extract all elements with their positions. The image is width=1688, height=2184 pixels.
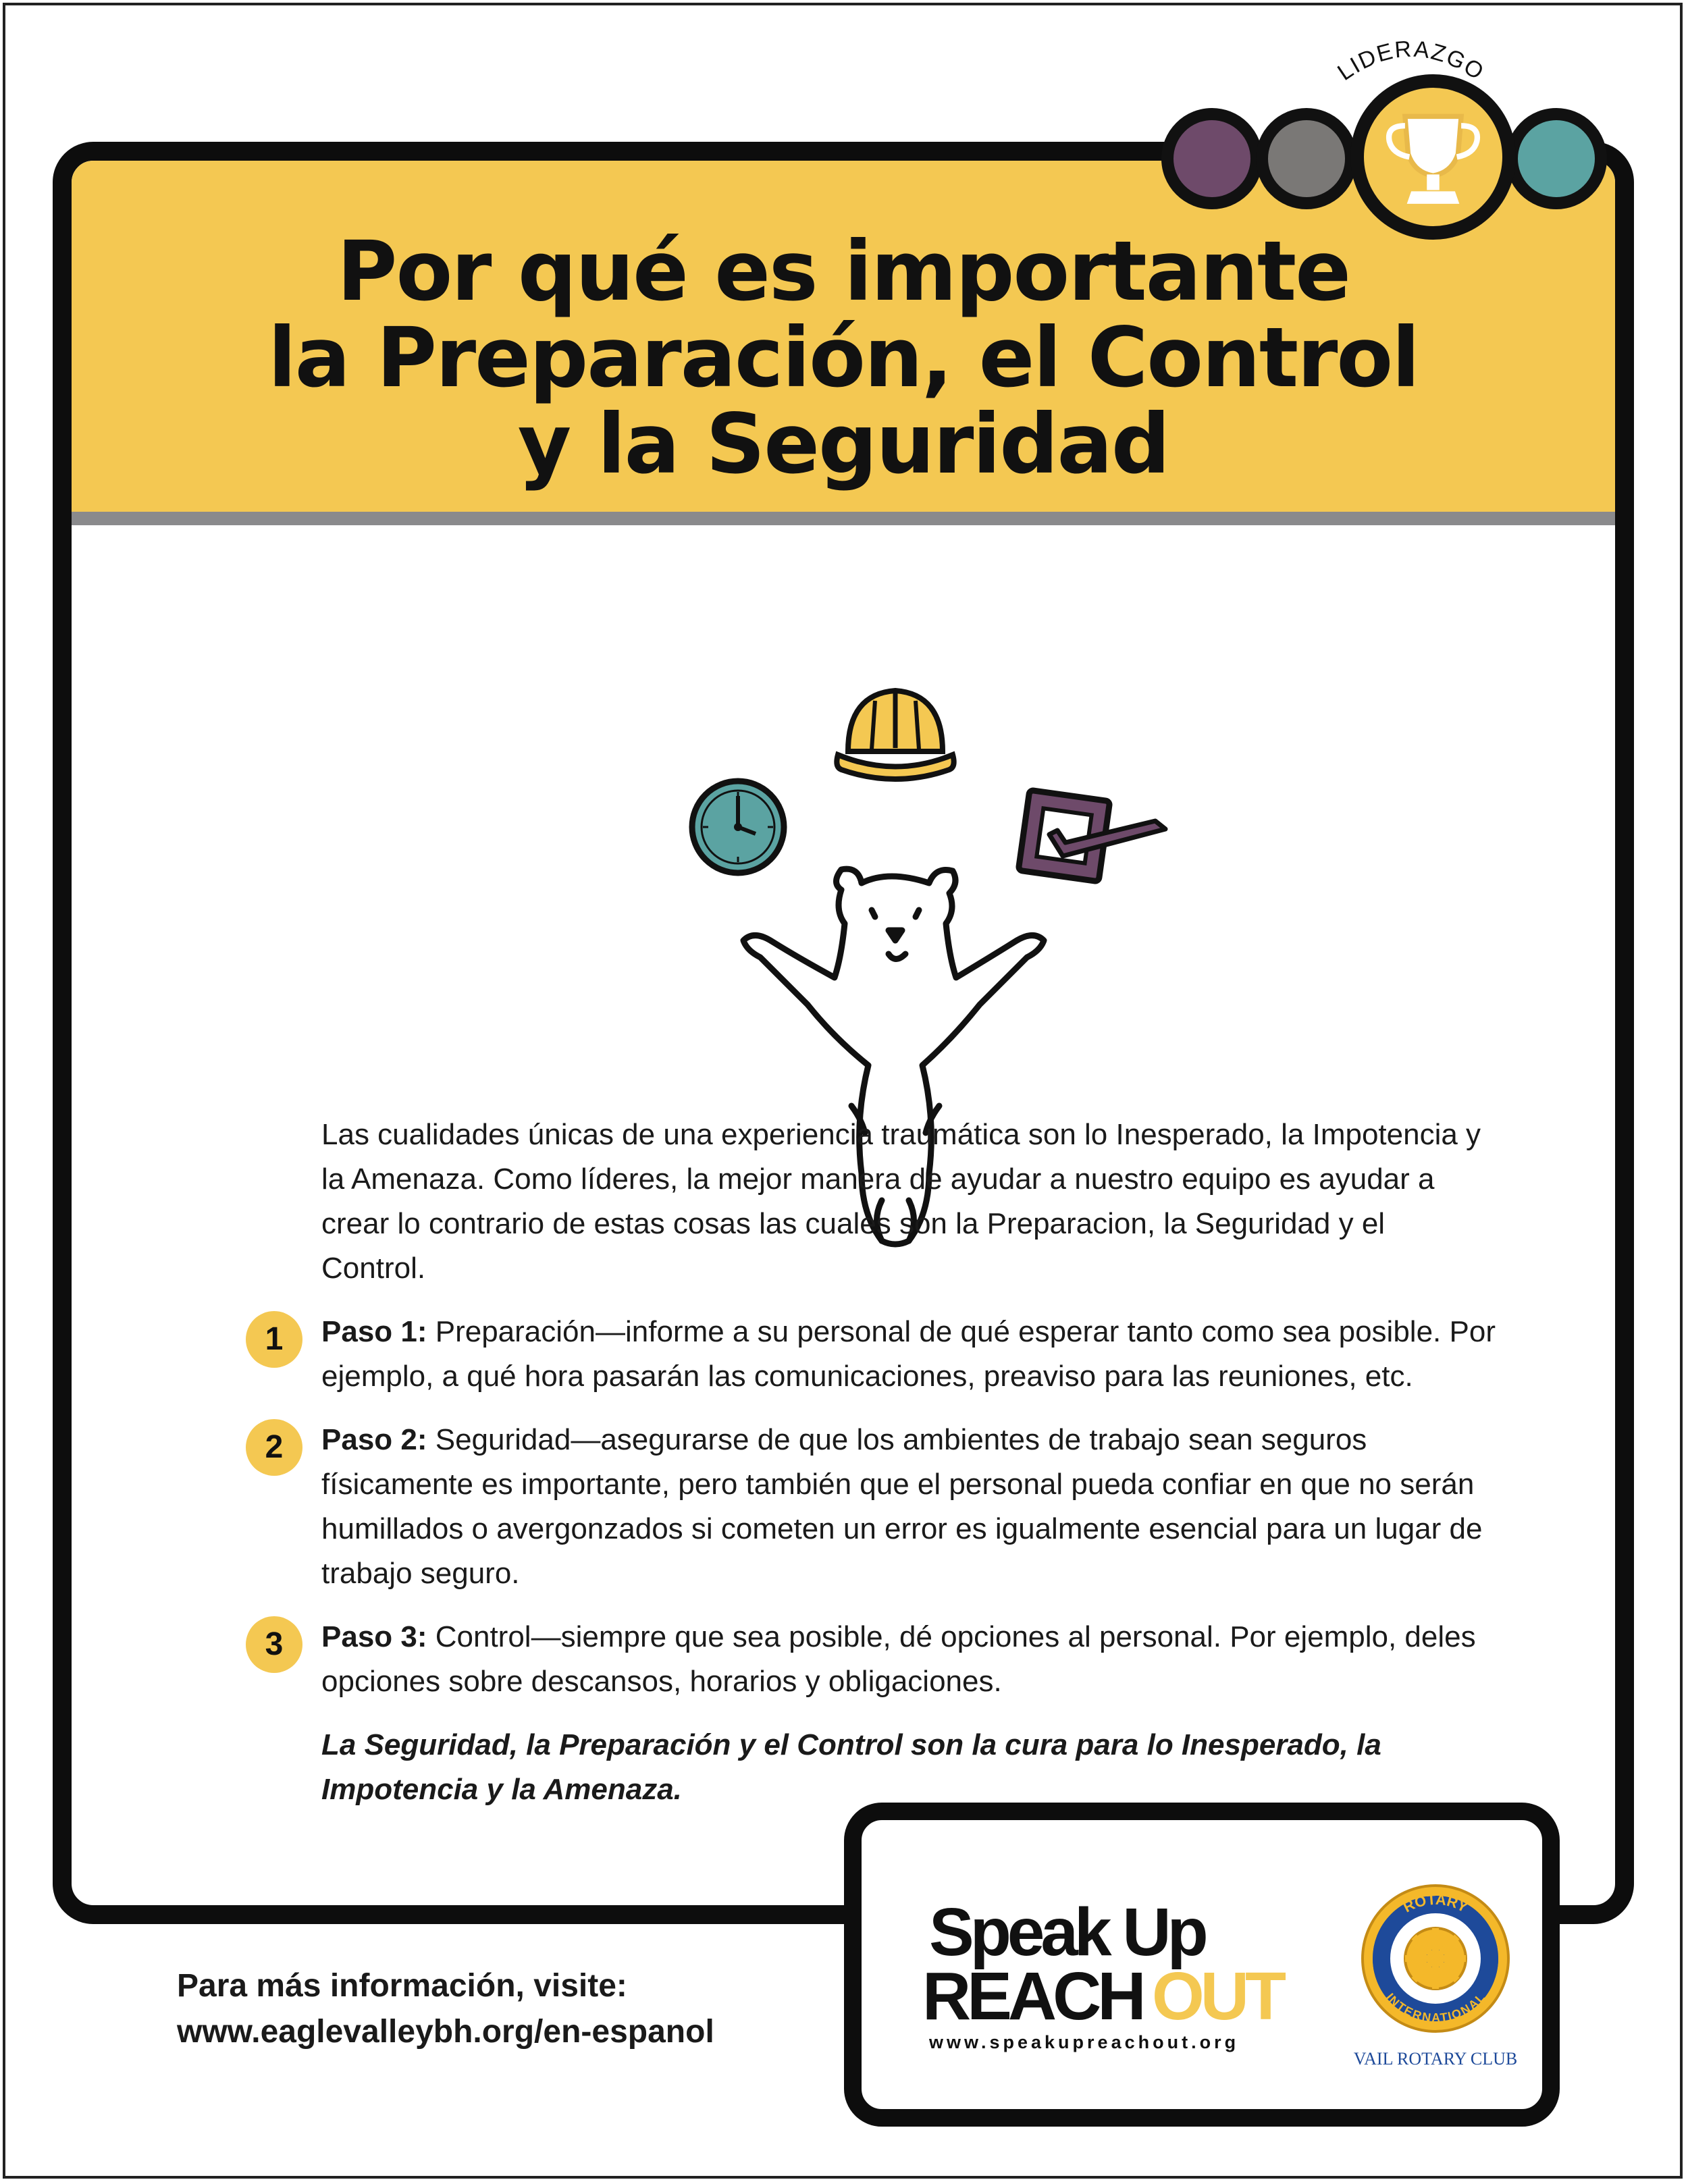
purple-circle [1161,108,1263,209]
step-1-label: Paso 1: [321,1315,427,1348]
main-frame [53,142,1634,1924]
rotary-bottom-text: INTERNATIONAL [1383,1990,1487,2025]
step-3 [265,1615,1496,1704]
step-2-text: Seguridad—asegurarse de que los ambientes de trabajo sean seguros físicamente es importante, pero también que el personal pueda confiar en que no serán humillados o avergonzados si cometen un error es igualmente esencial para un lugar de trabajo seguro. [321,1423,1483,1590]
title-line-1: Por qué es importante [337,223,1350,319]
step-1-number: 1 [246,1311,302,1368]
step-3-text: Control—siempre que sea posible, dé opciones al personal. Por ejemplo, deles opciones sobre descansos, horarios y obligaciones. [321,1620,1476,1698]
footer [177,1963,714,2055]
step-1 [265,1310,1496,1399]
hard-hat-icon [837,691,953,779]
title-line-2: la Preparación, el Control [267,310,1419,406]
speakup-line1: Speak Up [929,1894,1205,1970]
checkbox-icon [1018,790,1165,882]
speakup-reach: REACH [922,1959,1142,2034]
speakup-url: www.speakupreachout.org [929,2032,1240,2052]
body-content [265,1113,1496,1812]
footer-line-1: Para más información, visite: [177,1968,627,2004]
step-2-label: Paso 2: [321,1423,427,1456]
rotary-top-text: ROTARY [1400,1890,1471,1916]
step-3-number: 3 [246,1616,302,1673]
gray-circle [1256,108,1357,209]
teal-circle [1506,108,1607,209]
liderazgo-label [1296,27,1526,115]
title-line-3: y la Seguridad [517,396,1169,492]
step-3-label: Paso 3: [321,1620,427,1653]
page-title [72,223,1615,492]
speakup-out: OUT [1152,1959,1283,2034]
clock-icon [692,781,784,873]
speak-up-reach-out-logo [922,1894,1300,2063]
rotary-logo [1334,1874,1537,2077]
badge-label: LIDERAZGO [1333,36,1489,86]
closing-statement: La Seguridad, la Preparación y el Control son la cura para lo Inesperado, la Impotencia y la Amenaza. [321,1728,1381,1806]
intro-paragraph: Las cualidades únicas de una experiencia traumática son lo Inesperado, la Impotencia y la Amenaza. Como líderes, la mejor manera de ayudar a nuestro equipo es ayudar a crear lo contrario de estas cosas las cuales son la Preparacion, la Seguridad y el Control. [321,1118,1481,1285]
footer-url[interactable]: www.eaglevalleybh.org/en-espanol [177,2014,714,2050]
step-1-text: Preparación—informe a su personal de qué esperar tanto como sea posible. Por ejemplo, a qué hora pasarán las comunicaciones, preaviso para las reuniones, etc. [321,1315,1496,1393]
step-2 [265,1418,1496,1596]
logo-panel [844,1803,1560,2127]
step-2-number: 2 [246,1419,302,1476]
svg-text:LIDERAZGO [1333,36,1489,85]
rotary-club-text: VAIL ROTARY CLUB [1353,2049,1518,2069]
